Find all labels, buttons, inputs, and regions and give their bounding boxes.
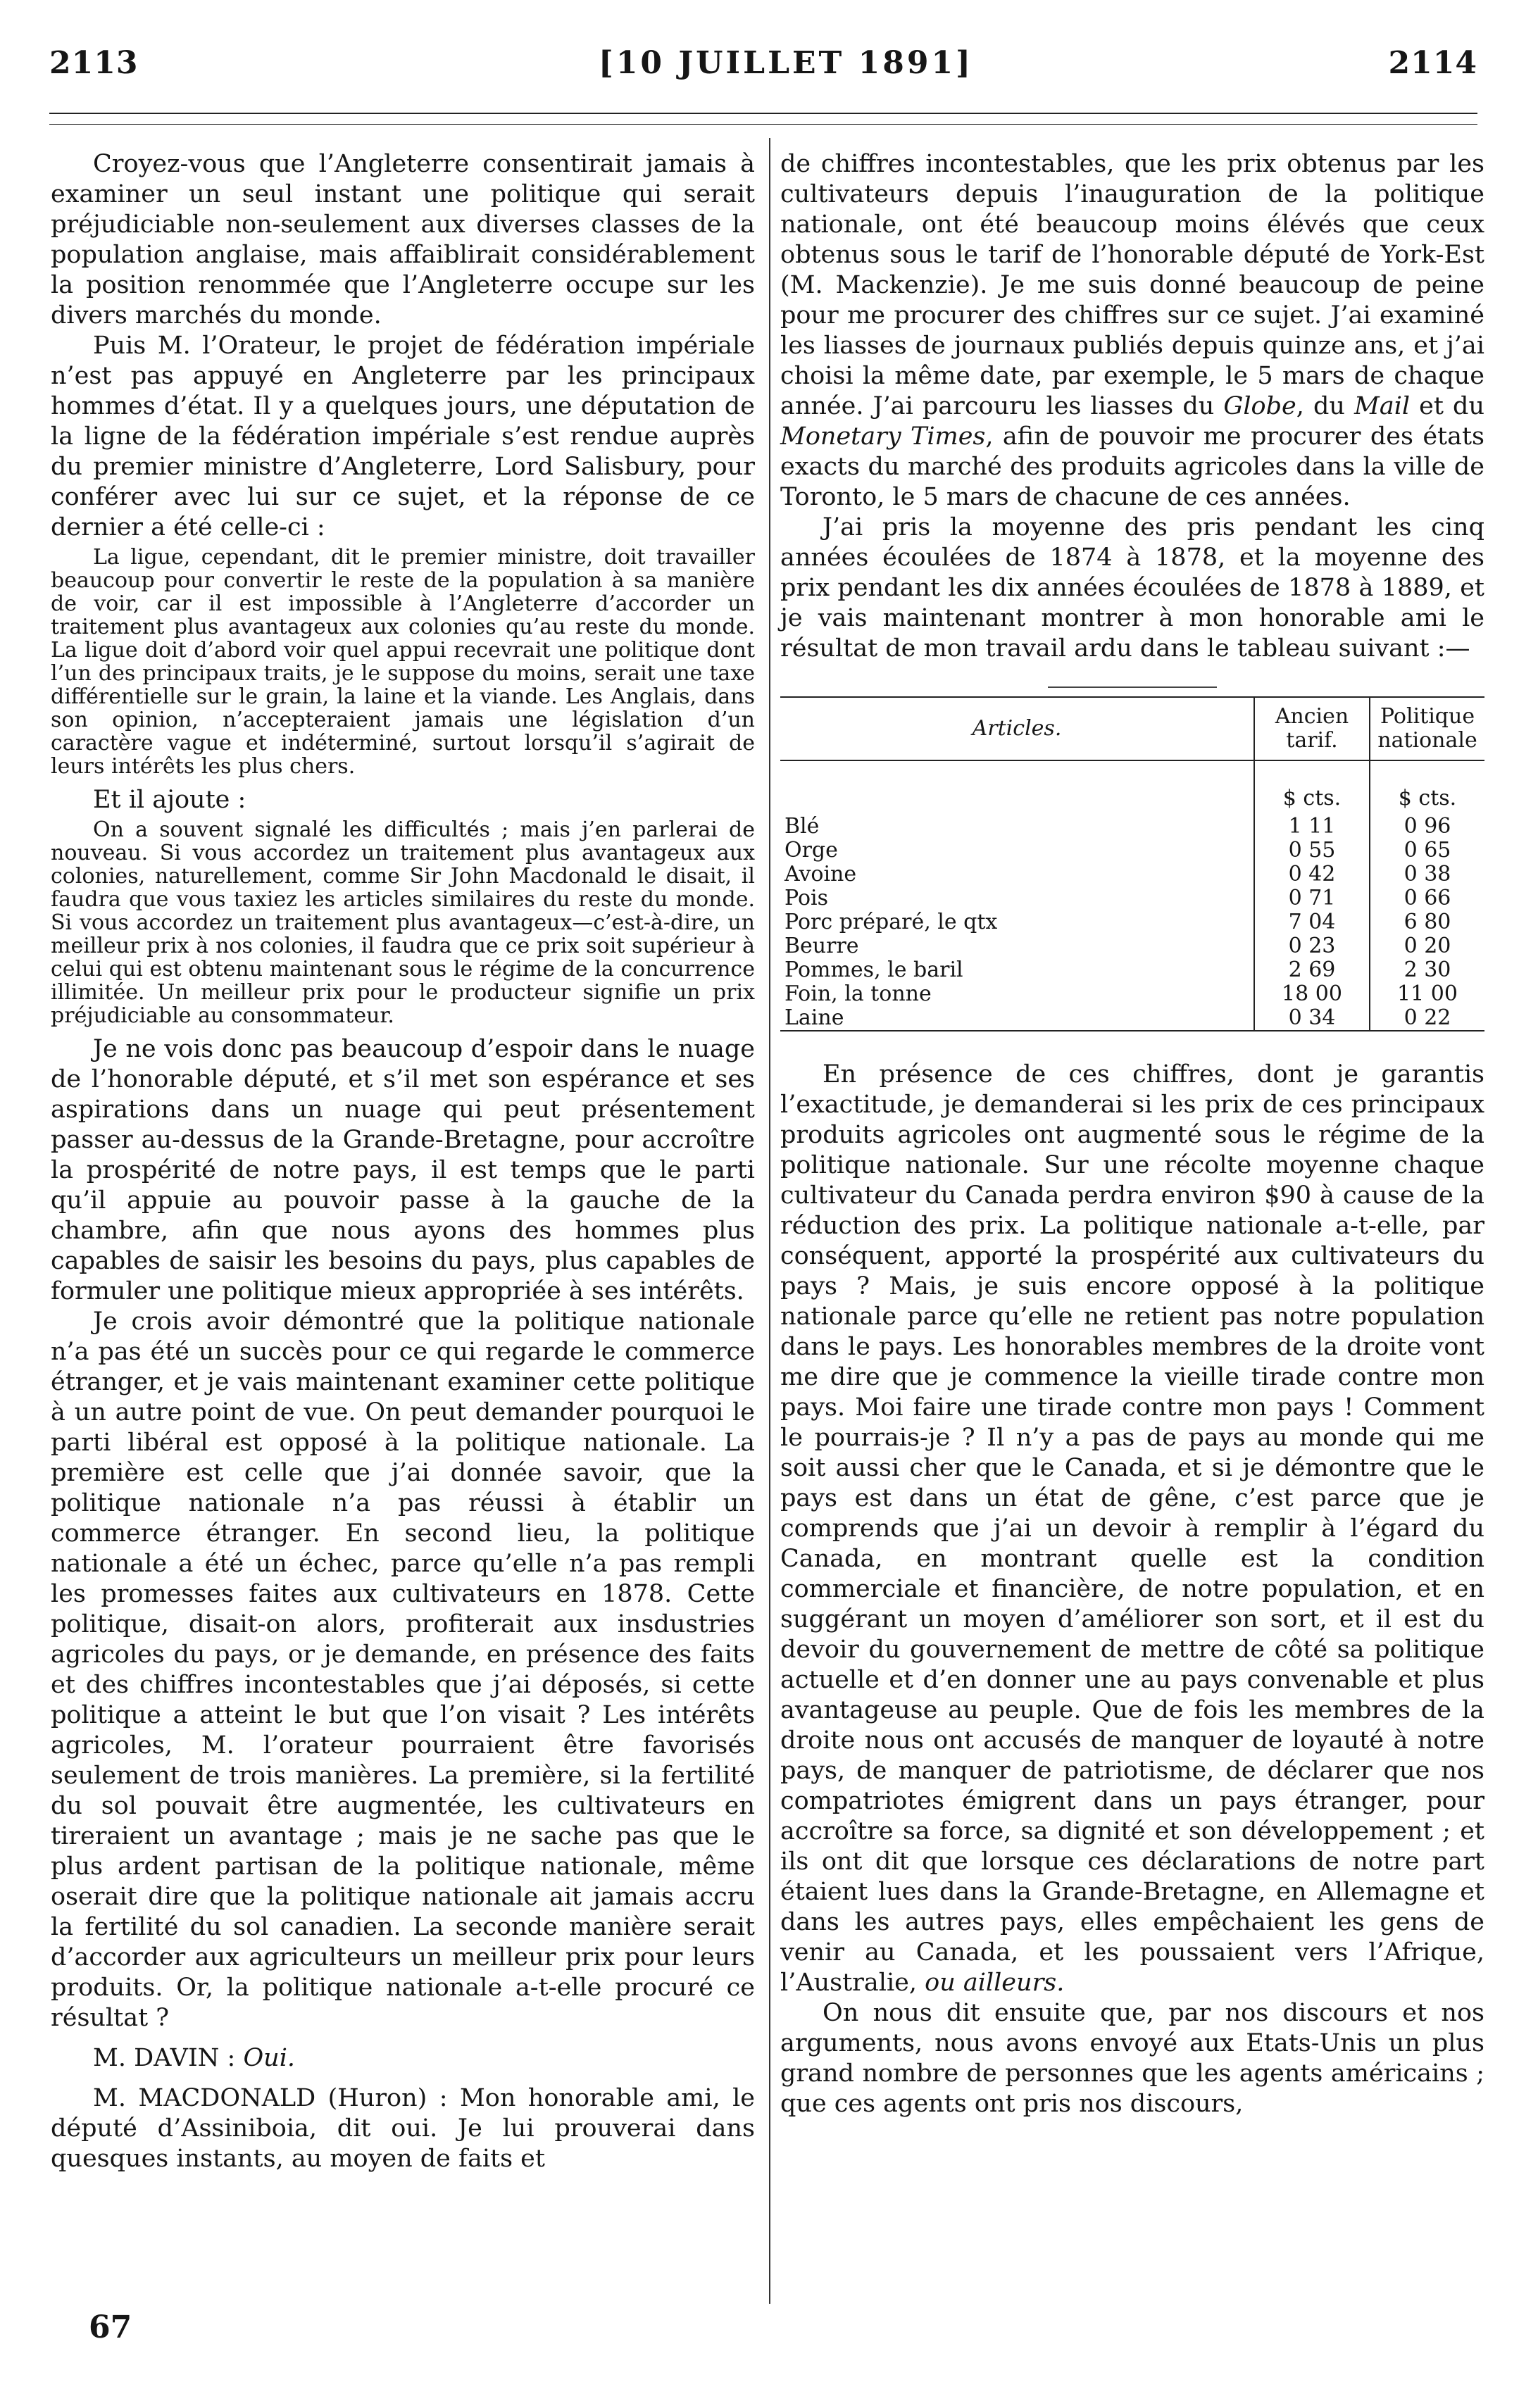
header-date: [10 JUILLET 1891] <box>599 45 973 81</box>
header-rule-top <box>49 113 1477 114</box>
paragraph: Je crois avoir démontré que la politique nationale n’a pas été un succès pour ce qui regarde le commerce étranger, et je vais maintenant examiner cette politique à un autre point de vue. On peut demander pourquoi le parti libéral est opposé à la politique nationale. La première est celle que j’ai donnée savoir, que la politique nationale n’a pas réussi à établir un commerce étranger. En second lieu, la politique nationale a été un échec, parce qu’elle n’a pas rempli les promesses faites aux cultivateurs en 1878. Cette politique, disait-on alors, profiterait aux insdustries agricoles du pays, or je demande, en présence des faits et des chiffres incontestables que j’ai déposés, si cette politique a atteint le but que l’on visait ? Les intérêts agricoles, M. l’orateur pourraient être favorisés seulement de trois manières. La première, si la fertilité du sol pouvait être augmentée, les cultivateurs en tireraient un avantage ; mais je ne sache pas que le plus ardent partisan de la politique nationale, même oserait dire que la politique nationale ait jamais accru la fertilité du sol canadien. La seconde manière serait d’accorder aux agriculteurs un meilleur prix pour leurs produits. Or, la politique nationale a-t-elle procuré ce résultat ? <box>51 1308 755 2032</box>
newspaper-title: Mail <box>1354 392 1411 420</box>
row-article: Foin, la tonne <box>784 982 932 1006</box>
row-article: Orge <box>784 838 838 863</box>
row-article: Blé <box>784 814 820 839</box>
paragraph: Puis M. l’Orateur, le projet de fédération impériale n’est pas appuyé en Angleterre par les principaux hommes d’état. Il y a quelques jours, une députation de la ligne de la fédération impériale s’est rendue auprès du premier ministre d’Angleterre, Lord Salisbury, pour conférer avec lui sur ce sujet, et la réponse de ce dernier a été celle-ci : <box>51 332 755 541</box>
row-ancien: 1 11 <box>1254 815 1370 839</box>
col-header-ancien: Ancien tarif. <box>1254 697 1370 760</box>
paragraph: On nous dit ensuite que, par nos discours et nos arguments, nous avons envoyé aux Etats-Unis un plus grand nombre de personnes que les agents américains ; que ces agents ont pris nos discours, <box>780 1999 1484 2118</box>
row-ancien: 0 55 <box>1254 839 1370 863</box>
row-article: Laine <box>780 1006 1254 1031</box>
header-rule-bottom <box>49 124 1477 125</box>
col-header-articles: Articles. <box>780 697 1254 760</box>
table-row <box>780 910 1484 934</box>
row-politique: 0 66 <box>1370 886 1484 910</box>
table-row <box>780 886 1484 910</box>
column-divider <box>769 138 770 2304</box>
speech-text: Oui. <box>243 2044 296 2072</box>
row-ancien: 18 00 <box>1254 982 1370 1006</box>
table-header-row <box>780 697 1484 760</box>
row-ancien: 0 23 <box>1254 934 1370 958</box>
unit-politique: $ cts. <box>1370 760 1484 815</box>
paragraph: de chiffres incontestables, que les prix obtenus par les cultivateurs depuis l’inauguration de la politique nationale, ont été beaucoup moins élévés que ceux obtenus sous le tarif de l’honorable député de York-Est (M. Mackenzie). Je me suis donné beaucoup de peine pour me procurer des chiffres sur ce sujet. J’ai examiné les liasses de journaux publiés depuis quinze ans, et j’ai choisi la même date, par exemple, le 5 mars de chaque année. J’ai parcouru les liasses du Globe, du Mail et du Monetary Times, afin de pouvoir me procurer des états exacts du marché des produits agricoles dans la ville de Toronto, le 5 mars de chacune de ces années. <box>780 150 1484 511</box>
row-politique: 0 22 <box>1370 1006 1484 1031</box>
row-ancien: 0 34 <box>1254 1006 1370 1031</box>
separator-rule <box>1048 668 1217 688</box>
paragraph: J’ai pris la moyenne des pris pendant les cinq années écoulées de 1874 à 1878, et la moyenne des prix pendant les dix années écoulées de 1878 à 1889, et je vais maintenant montrer à mon honorable ami le résultat de mon travail ardu dans le tableau suivant :— <box>780 513 1484 663</box>
speech-macdonald <box>51 2083 755 2174</box>
right-column <box>780 149 1484 2119</box>
paragraph: Et il ajoute : <box>93 786 246 814</box>
signature-mark: 67 <box>89 2309 132 2345</box>
row-ancien: 7 04 <box>1254 910 1370 934</box>
right-page-number: 2114 <box>1388 45 1477 81</box>
row-article: Beurre <box>784 934 859 958</box>
speech-davin <box>51 2043 755 2074</box>
row-politique: 0 96 <box>1370 815 1484 839</box>
row-article: Pois <box>784 886 829 910</box>
row-politique: 2 30 <box>1370 958 1484 982</box>
speaker-name: M. DAVIN : <box>93 2044 236 2072</box>
row-politique: 6 80 <box>1370 910 1484 934</box>
newspaper-title: Monetary Times <box>780 422 986 451</box>
newspaper-title: Globe <box>1223 392 1296 420</box>
row-politique: 0 20 <box>1370 934 1484 958</box>
unit-ancien: $ cts. <box>1254 760 1370 815</box>
row-politique: 0 65 <box>1370 839 1484 863</box>
col-header-politique: Politique nationale <box>1370 697 1484 760</box>
block-quote: La ligue, cependant, dit le premier ministre, doit travailler beaucoup pour convertir le reste de la population à sa manière de voir, car il est impossible à l’Angleterre d’accorder un traitement plus avantageux aux colonies qu’au reste du monde. La ligue doit d’abord voir quel appui recevrait une politique dont l’un des principaux traits, je le suppose du moins, serait une taxe différentielle sur le grain, la laine et la viande. Les Anglais, dans son opinion, n’accepteraient jamais une législation d’un caractère vague et indéterminé, surtout lorsqu’il s’agirait de leurs intérêts les plus chers. <box>51 545 755 779</box>
table-row <box>780 982 1484 1006</box>
row-ancien: 0 42 <box>1254 863 1370 886</box>
speaker-name: M. MACDONALD (Huron) : <box>93 2084 448 2112</box>
paragraph: Croyez-vous que l’Angleterre consentirait jamais à examiner un seul instant une politique qui serait préjudiciable non-seulement aux diverses classes de la population anglaise, mais affaiblirait considérablement la position renommée que l’Angleterre occupe sur les divers marchés du monde. <box>51 150 755 330</box>
units-row <box>780 760 1484 815</box>
speech-text: Mon honorable ami, le député d’Assiniboia, dit oui. Je lui prouverai dans quesques instants, au moyen de faits et <box>51 2084 755 2173</box>
row-article: Avoine <box>784 862 857 886</box>
block-quote: On a souvent signalé les difficultés ; mais j’en parlerai de nouveau. Si vous accordez un traitement plus avantageux aux colonies, naturellement, comme Sir John Macdonald le disait, il faudra que vous taxiez les articles similaires du reste du monde. Si vous accordez un traitement plus avantageux—c’est-à-dire, un meilleur prix à nos colonies, il faudra que ce prix soit supérieur à celui qui est obtenu maintenant sous le régime de la concurrence illimitée. Un meilleur prix pour le producteur signifie un prix préjudiciable au consommateur. <box>51 817 755 1028</box>
row-ancien: 0 71 <box>1254 886 1370 910</box>
price-table <box>780 696 1484 1031</box>
table-row <box>780 839 1484 863</box>
table-row <box>780 958 1484 982</box>
table-row <box>780 1006 1484 1031</box>
paragraph: En présence de ces chiffres, dont je garantis l’exactitude, je demanderai si les prix de ces principaux produits agricoles ont augmenté sous le régime de la politique nationale. Sur une récolte moyenne chaque cultivateur du Canada perdra environ $90 à cause de la réduction des prix. La politique nationale a-t-elle, par conséquent, apporté la prospérité aux cultivateurs du pays ? Mais, je suis encore opposé à la politique nationale parce qu’elle ne retient pas notre population dans le pays. Les honorables membres de la droite vont me dire que je commence la vieille tirade contre mon pays. Moi faire une tirade contre mon pays ! Comment le pourrais-je ? Il n’y a pas de pays au monde qui me soit aussi cher que le Canada, et si je démontre que le pays est dans un état de gêne, c’est parce que je comprends que j’ai un devoir à remplir à l’égard du Canada, en montrant quelle est la condition commerciale et financière, de notre population, et en suggérant un moyen d’améliorer son sort, et il est du devoir du gouvernement de mettre de côté sa politique actuelle et d’en donner une au pays convenable et plus avantageuse au peuple. Que de fois les membres de la droite nous ont accusés de manquer de loyauté à notre pays, de manquer de patriotisme, de déclarer que nos compatriotes émigrent dans un pays étranger, pour accroître sa force, sa dignité et son développement ; et ils ont dit que lorsque ces déclarations de notre part étaient lues dans la Grande-Bretagne, en Allemagne et dans les autres pays, elles empêchaient les gens de venir au Canada, et les poussaient vers l’Afrique, l’Australie, ou ailleurs. <box>780 1060 1484 1997</box>
row-article: Pommes, le baril <box>784 958 963 982</box>
row-article: Porc préparé, le qtx <box>784 910 998 934</box>
paragraph: Je ne vois donc pas beaucoup d’espoir dans le nuage de l’honorable député, et s’il met son espérance et ses aspirations dans un nuage qui peut présentement passer au-dessus de la Grande-Bretagne, pour accroître la prospérité de notre pays, il est temps que le parti qu’il appuie au pouvoir passe à la gauche de la chambre, afin que nous ayons des hommes plus capables de saisir les besoins du pays, plus capables de formuler une politique mieux appropriée à ses intérêts. <box>51 1035 755 1305</box>
left-page-number: 2113 <box>49 45 139 81</box>
table-row <box>780 934 1484 958</box>
table-row <box>780 815 1484 839</box>
left-column <box>51 149 755 2174</box>
row-politique: 11 00 <box>1370 982 1484 1006</box>
table-row <box>780 863 1484 886</box>
row-ancien: 2 69 <box>1254 958 1370 982</box>
row-politique: 0 38 <box>1370 863 1484 886</box>
